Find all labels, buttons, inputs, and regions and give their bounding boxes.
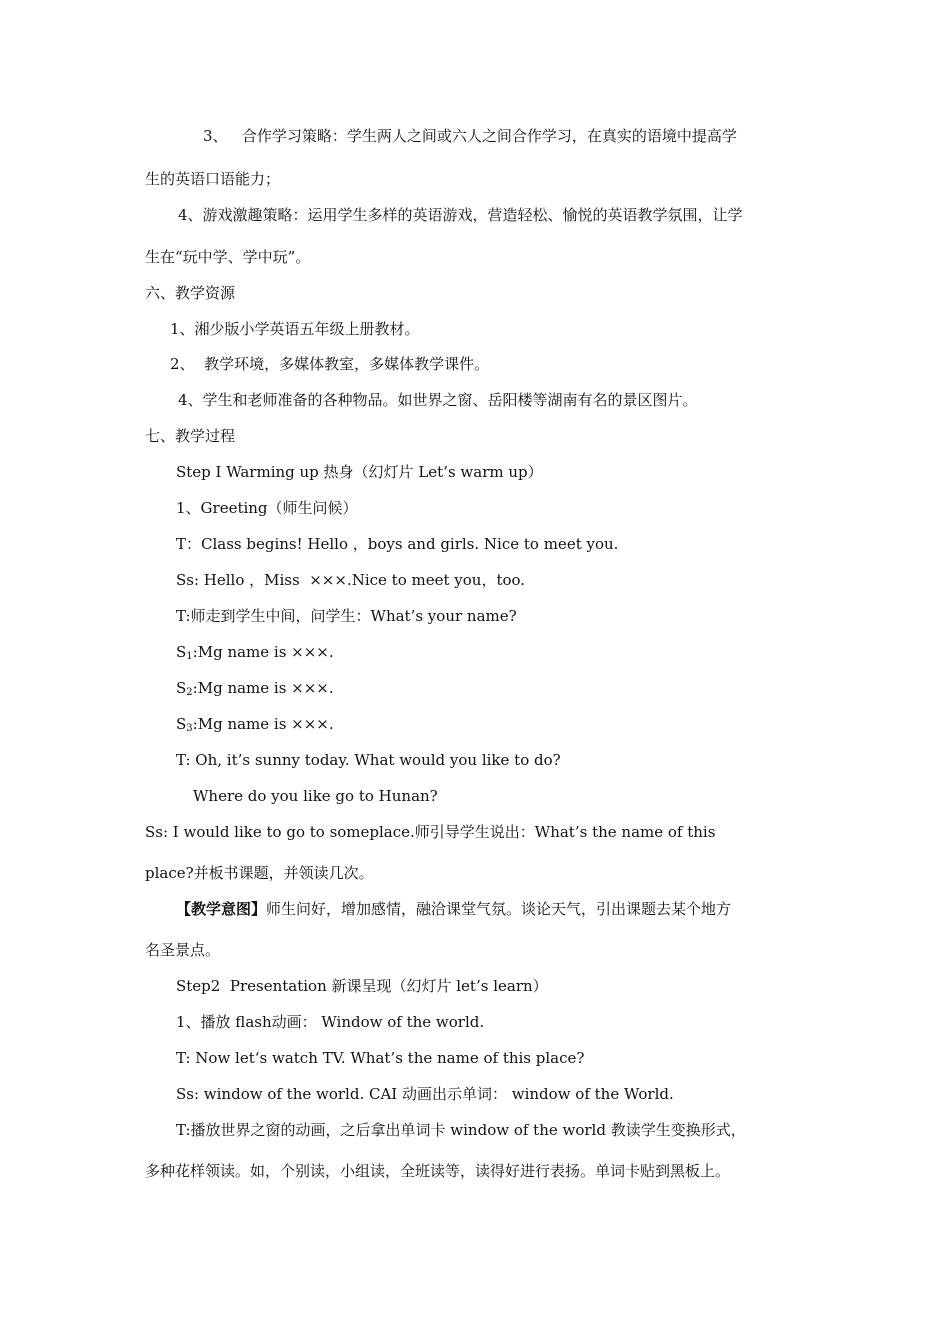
teaching-intent-label: 【教学意图】 [176,900,267,918]
dialogue-line: Ss: I would like to go to someplace.师引导学生说出：What’s the name of this [145,823,716,841]
dialogue-line: T:师走到学生中间，问学生：What’s your name? [176,607,517,625]
dialogue-line-s3 [176,715,334,733]
resource-item-2: 2、 教学环境，多媒体教室，多媒体教学课件。 [170,355,490,373]
strategy-4-line1: 4、游戏激趣策略：运用学生多样的英语游戏，营造轻松、愉悦的英语教学氛围，让学 [178,206,743,224]
dialogue-line: T: Now let‘s watch TV. What’s the name of this place? [176,1049,585,1067]
instruction-line1: T:播放世界之窗的动画，之后拿出单词卡 window of the world 教读学生变换形式， [176,1121,746,1139]
section-heading-resources: 六、教学资源 [145,284,236,302]
speaker-index: 1 [186,651,193,662]
dialogue-line-s2 [176,679,334,697]
speaker-index: 3 [186,723,193,734]
teaching-intent-text: 师生问好，增加感情，融洽课堂气氛。谈论天气，引出课题去某个地方 [266,900,732,918]
dialogue-line-s1 [176,643,334,661]
dialogue-line: Where do you like go to Hunan? [193,787,438,805]
instruction-line2: 多种花样领读。如，个别读，小组读，全班读等，读得好进行表扬。单词卡贴到黑板上。 [145,1162,731,1180]
dialogue-line: Ss: Hello ，Miss ×××.Nice to meet you，too. [176,571,526,589]
strategy-3-line1: 3、 合作学习策略：学生两人之间或六人之间合作学习，在真实的语境中提高学 [203,127,737,145]
resource-item-1: 1、湘少版小学英语五年级上册教材。 [170,320,420,338]
speaker-index: 2 [186,687,193,698]
greeting-heading: 1、Greeting（师生问候） [176,499,358,517]
dialogue-text: :Mg name is ×××. [192,679,334,697]
section-heading-process: 七、教学过程 [145,427,236,445]
dialogue-line: T：Class begins! Hello ，boys and girls. Nice to meet you. [176,535,619,553]
strategy-3-line2: 生的英语口语能力； [145,170,281,188]
resource-item-4: 4、学生和老师准备的各种物品。如世界之窗、岳阳楼等湖南有名的景区图片。 [178,391,698,409]
step2-heading: Step2 Presentation 新课呈现（幻灯片 let’s learn） [176,977,548,995]
dialogue-line: place?并板书课题，并领读几次。 [145,864,374,882]
strategy-4-line2: 生在“玩中学、学中玩”。 [145,248,311,266]
dialogue-text: :Mg name is ×××. [192,715,334,733]
speaker-letter: S [176,643,187,661]
speaker-letter: S [176,679,187,697]
flash-line: 1、播放 flash动画： Window of the world. [176,1013,485,1031]
step1-heading: Step I Warming up 热身（幻灯片 Let’s warm up） [176,463,543,481]
speaker-letter: S [176,715,187,733]
dialogue-line: T: Oh, it’s sunny today. What would you like to do? [176,751,561,769]
dialogue-text: :Mg name is ×××. [192,643,334,661]
teaching-intent-line2: 名圣景点。 [145,941,221,959]
teaching-intent-line1 [176,900,731,918]
dialogue-line: Ss: window of the world. CAI 动画出示单词： window of the World. [176,1085,674,1103]
